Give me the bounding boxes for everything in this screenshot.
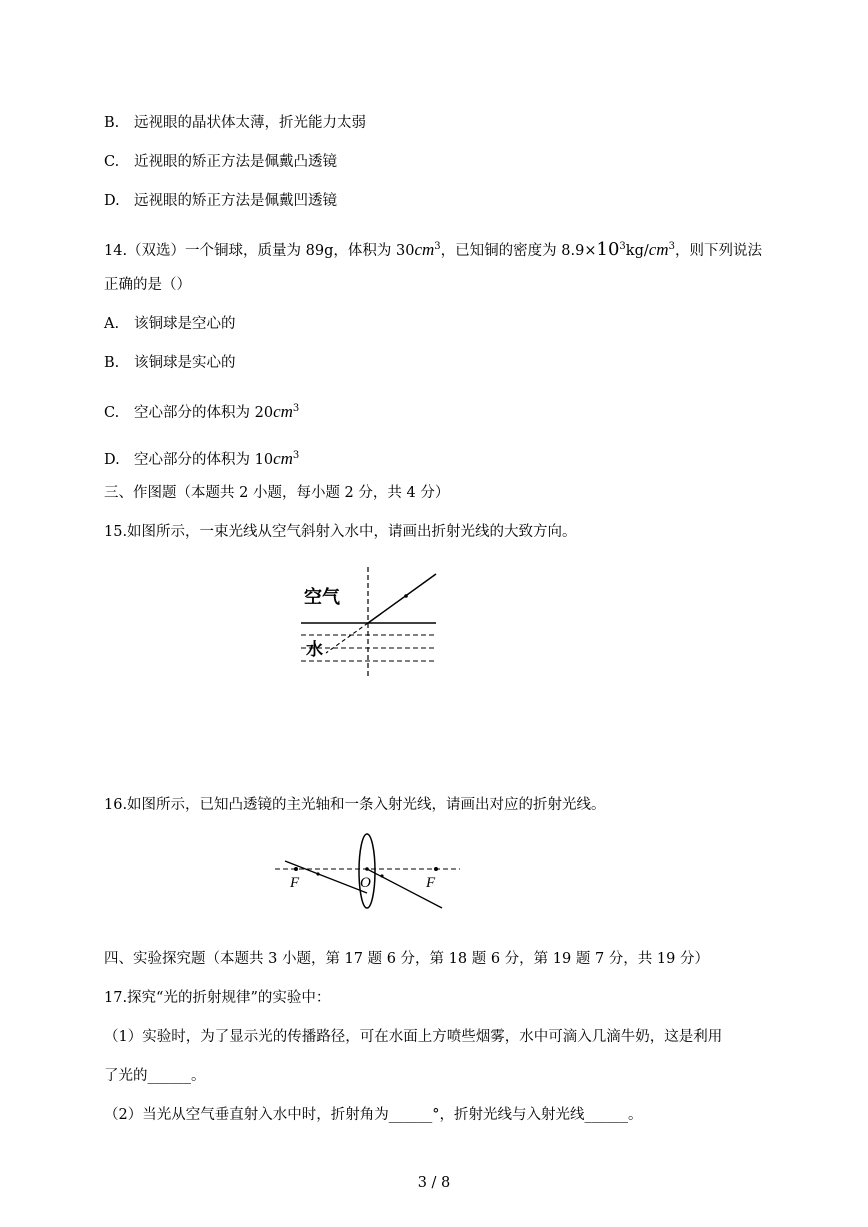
option-13-d: D. 远视眼的矫正方法是佩戴凹透镜 [104, 193, 337, 209]
center-label: O [360, 875, 371, 891]
option-13-c: C. 近视眼的矫正方法是佩戴凸透镜 [104, 154, 337, 170]
question-17: 17.探究“光的折射规律”的实验中： [104, 990, 331, 1006]
air-label: 空气 [304, 587, 340, 608]
focus-left-dot [294, 867, 298, 871]
option-14-c: C. 空心部分的体积为 $20cm^3$ [104, 401, 300, 421]
question-14-stem-line2: 正确的是（） [104, 277, 191, 293]
incident-ray [368, 574, 436, 623]
incident-ray-arrow [404, 594, 408, 598]
convex-lens [359, 834, 375, 908]
focus-right-label: F [426, 875, 436, 891]
section-4-heading: 四、实验探究题（本题共 3 小题，第 17 题 6 分，第 18 题 6 分，第 19 题 7 分，共 19 分） [104, 951, 709, 967]
option-13-b: B. 远视眼的晶状体太薄，折光能力太弱 [104, 115, 366, 131]
incident-ray-arrow-dot [316, 872, 319, 875]
option-14-a: A. 该铜球是空心的 [104, 316, 236, 332]
ray-right-dot [380, 874, 383, 877]
option-14-b: B. 该铜球是实心的 [104, 355, 236, 371]
lens-figure [270, 833, 465, 915]
water-label: 水 [306, 640, 323, 660]
refraction-figure [296, 565, 442, 680]
question-14-stem: 14.（双选）一个铜球，质量为 89g，体积为 $30cm^3$，已知铜的密度为 $8.9\times 10^3kg/cm^3$，则下列说法 [104, 238, 762, 260]
question-16: 16.如图所示，已知凸透镜的主光轴和一条入射光线，请画出对应的折射光线。 [104, 797, 606, 813]
section-3-heading: 三、作图题（本题共 2 小题，每小题 2 分，共 4 分） [104, 485, 450, 501]
page-number: 3 / 8 [417, 1175, 451, 1191]
focus-right-dot [434, 867, 438, 871]
question-17-2: （2）当光从空气垂直射入水中时，折射角为______°，折射光线与入射光线______。 [104, 1107, 643, 1123]
option-14-d: D. 空心部分的体积为 $10cm^3$ [104, 448, 300, 468]
question-15: 15.如图所示，一束光线从空气斜射入水中，请画出折射光线的大致方向。 [104, 524, 577, 540]
focus-left-label: F [290, 875, 300, 891]
question-17-1-line2: 了光的______。 [104, 1068, 206, 1084]
question-17-1-line1: （1）实验时，为了显示光的传播路径，可在水面上方喷些烟雾，水中可滴入几滴牛奶，这是利用 [104, 1029, 723, 1045]
